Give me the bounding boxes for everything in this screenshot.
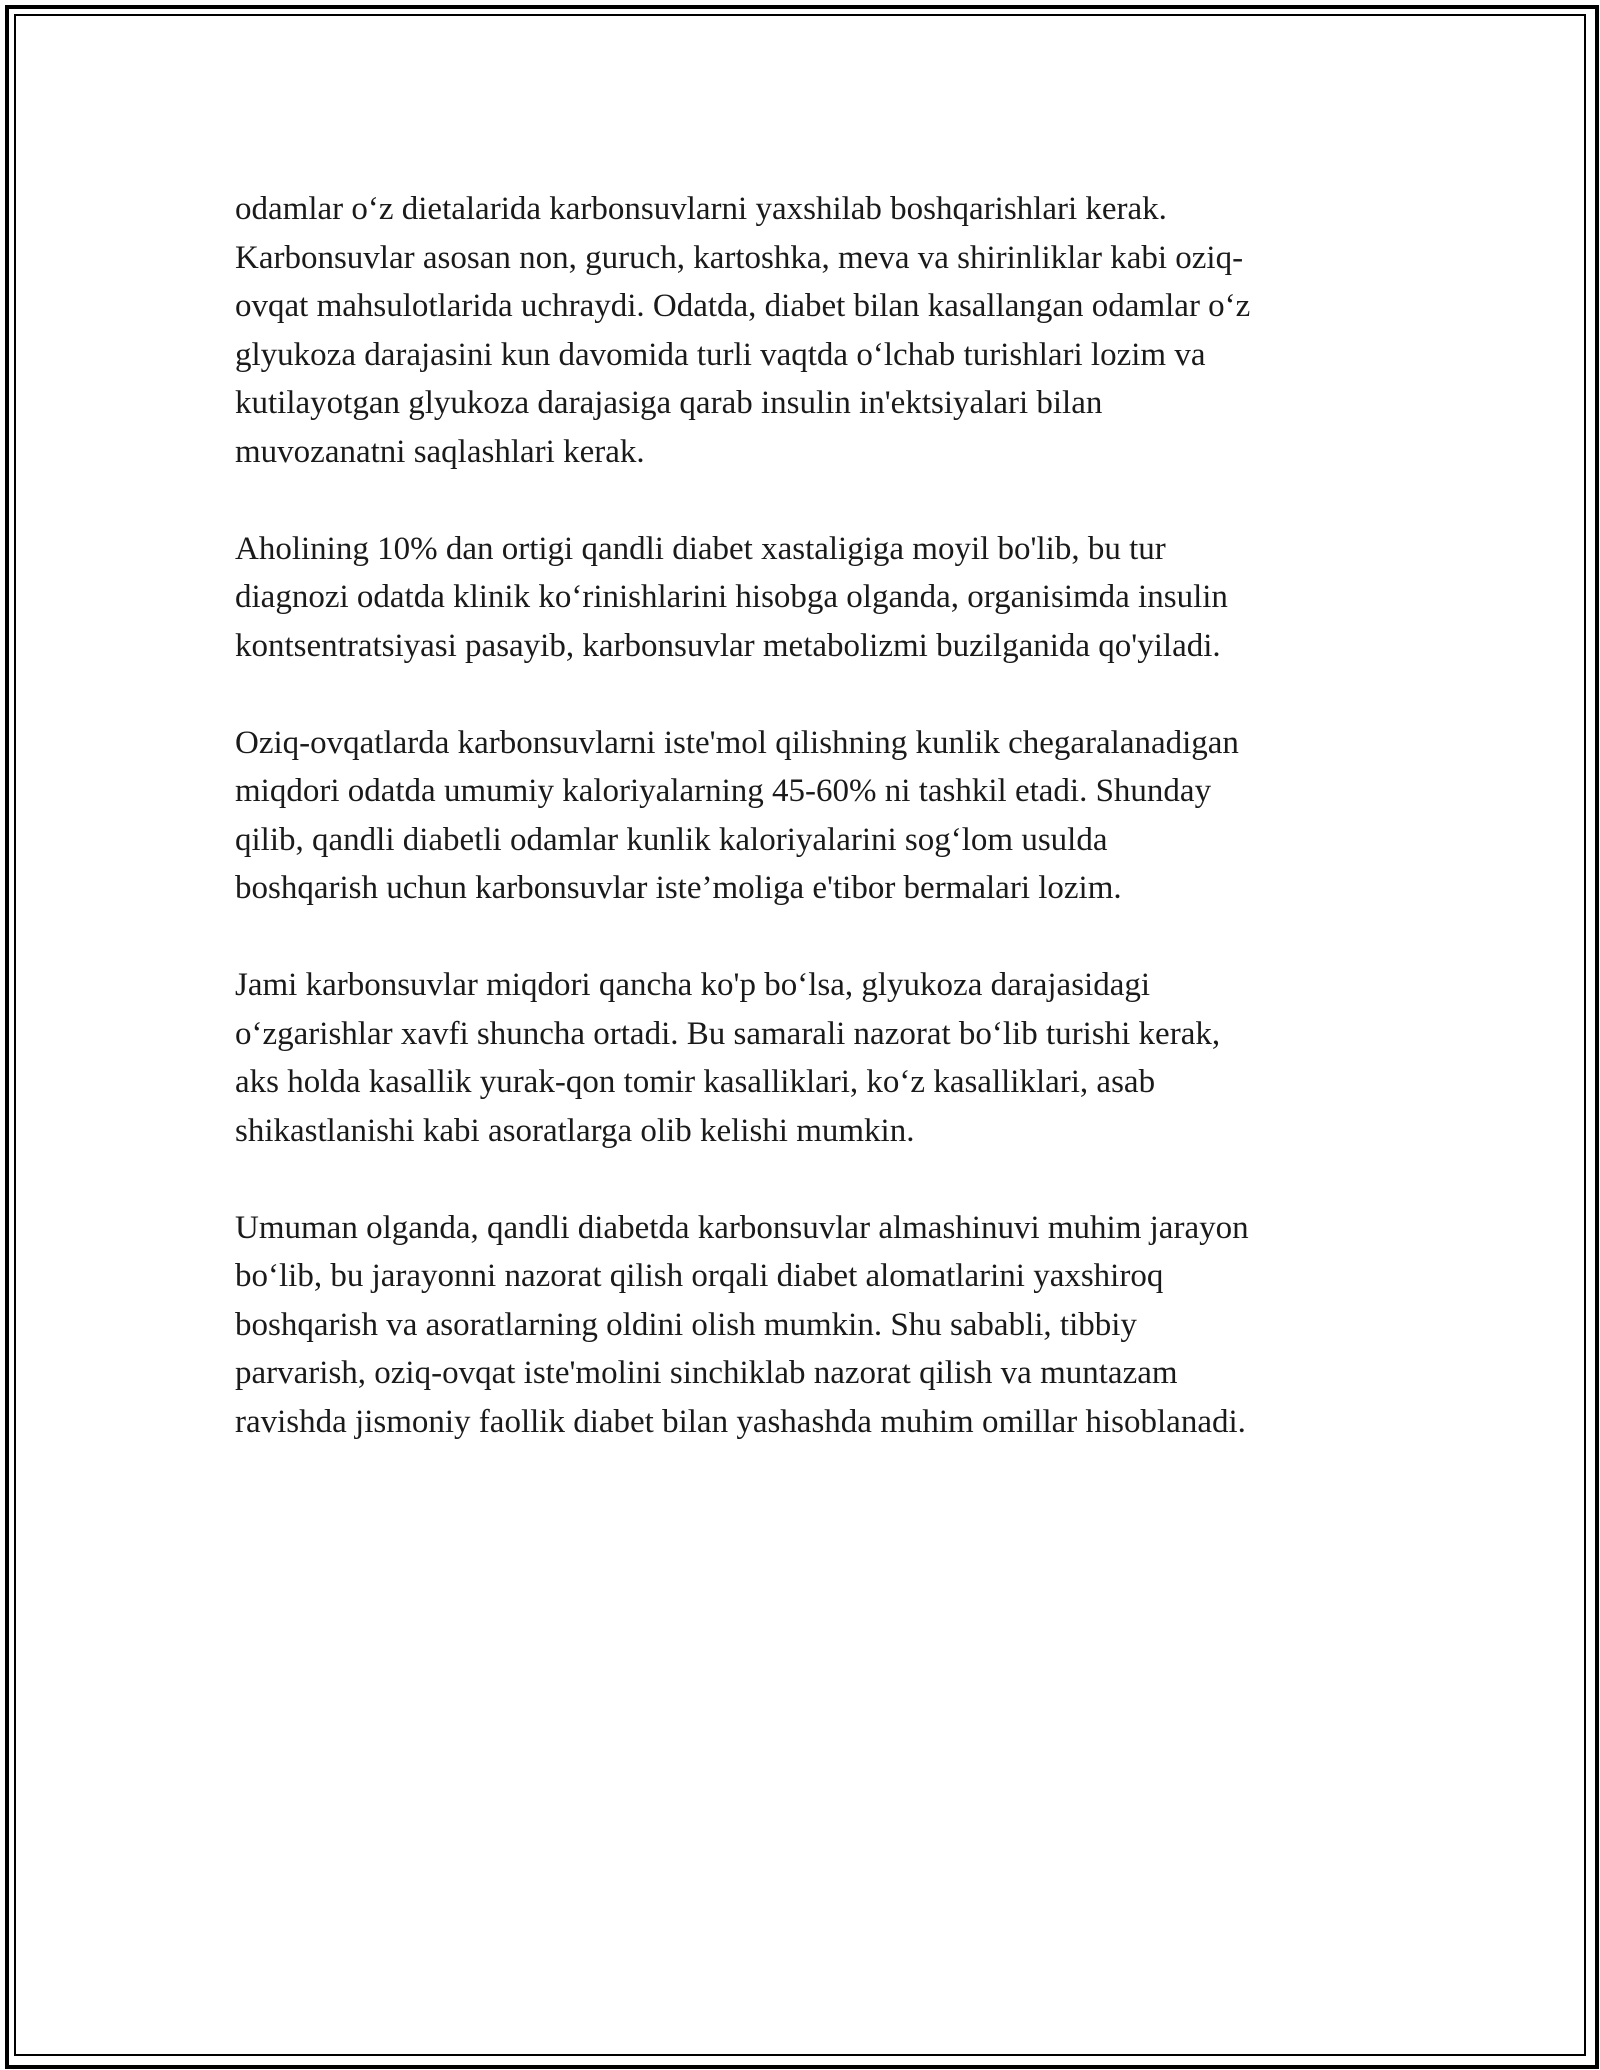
paragraph-line: kutilayotgan glyukoza darajasiga qarab insulin in'ektsiyalari bilan	[235, 385, 1103, 421]
paragraph-line: qilib, qandli diabetli odamlar kunlik kaloriyalarini sog‘lom usulda	[235, 821, 1108, 858]
paragraph-line: Karbonsuvlar asosan non, guruch, kartoshka, meva va shirinliklar kabi oziq-	[235, 239, 1244, 276]
paragraph-line: Aholining 10% dan ortigi qandli diabet xastaligiga moyil bo'lib, bu tur	[235, 530, 1166, 567]
paragraph-line: Umuman olganda, qandli diabetda karbonsuvlar almashinuvi muhim jarayon	[235, 1209, 1249, 1246]
paragraph-line: bo‘lib, bu jarayonni nazorat qilish orqali diabet alomatlarini yaxshiroq	[235, 1258, 1164, 1294]
paragraph-5	[235, 1204, 1375, 1447]
paragraph-line: ovqat mahsulotlarida uchraydi. Odatda, diabet bilan kasallangan odamlar o‘z	[235, 288, 1251, 324]
paragraph-line: miqdori odatda umumiy kaloriyalarning 45-60% ni tashkil etadi. Shunday	[235, 773, 1212, 809]
paragraph-1	[235, 185, 1375, 476]
paragraph-line: aks holda kasallik yurak-qon tomir kasalliklari, ko‘z kasalliklari, asab	[235, 1064, 1156, 1100]
paragraph-2	[235, 525, 1375, 671]
document-body	[235, 185, 1375, 1495]
paragraph-line: parvarish, oziq-ovqat iste'molini sinchiklab nazorat qilish va muntazam	[235, 1355, 1178, 1391]
paragraph-line: Oziq-ovqatlarda karbonsuvlarni iste'mol qilishning kunlik chegaralanadigan	[235, 724, 1239, 761]
paragraph-4	[235, 961, 1375, 1155]
paragraph-3	[235, 719, 1375, 913]
paragraph-line: diagnozi odatda klinik ko‘rinishlarini hisobga olganda, organisimda insulin	[235, 579, 1228, 615]
paragraph-line: shikastlanishi kabi asoratlarga olib kelishi mumkin.	[235, 1112, 915, 1149]
paragraph-line: odamlar o‘z dietalarida karbonsuvlarni yaxshilab boshqarishlari kerak.	[235, 191, 1167, 227]
paragraph-line: Jami karbonsuvlar miqdori qancha ko'p bo‘lsa, glyukoza darajasidagi	[235, 967, 1151, 1003]
paragraph-line: boshqarish va asoratlarning oldini olish mumkin. Shu sababli, tibbiy	[235, 1306, 1137, 1343]
paragraph-line: muvozanatni saqlashlari kerak.	[235, 433, 645, 470]
paragraph-line: kontsentratsiyasi pasayib, karbonsuvlar metabolizmi buzilganida qo'yiladi.	[235, 627, 1221, 664]
paragraph-line: glyukoza darajasini kun davomida turli vaqtda o‘lchab turishlari lozim va	[235, 336, 1206, 373]
paragraph-line: ravishda jismoniy faollik diabet bilan yashashda muhim omillar hisoblanadi.	[235, 1403, 1246, 1440]
paragraph-line: boshqarish uchun karbonsuvlar iste’moliga e'tibor bermalari lozim.	[235, 870, 1122, 906]
paragraph-line: o‘zgarishlar xavfi shuncha ortadi. Bu samarali nazorat bo‘lib turishi kerak,	[235, 1015, 1221, 1052]
